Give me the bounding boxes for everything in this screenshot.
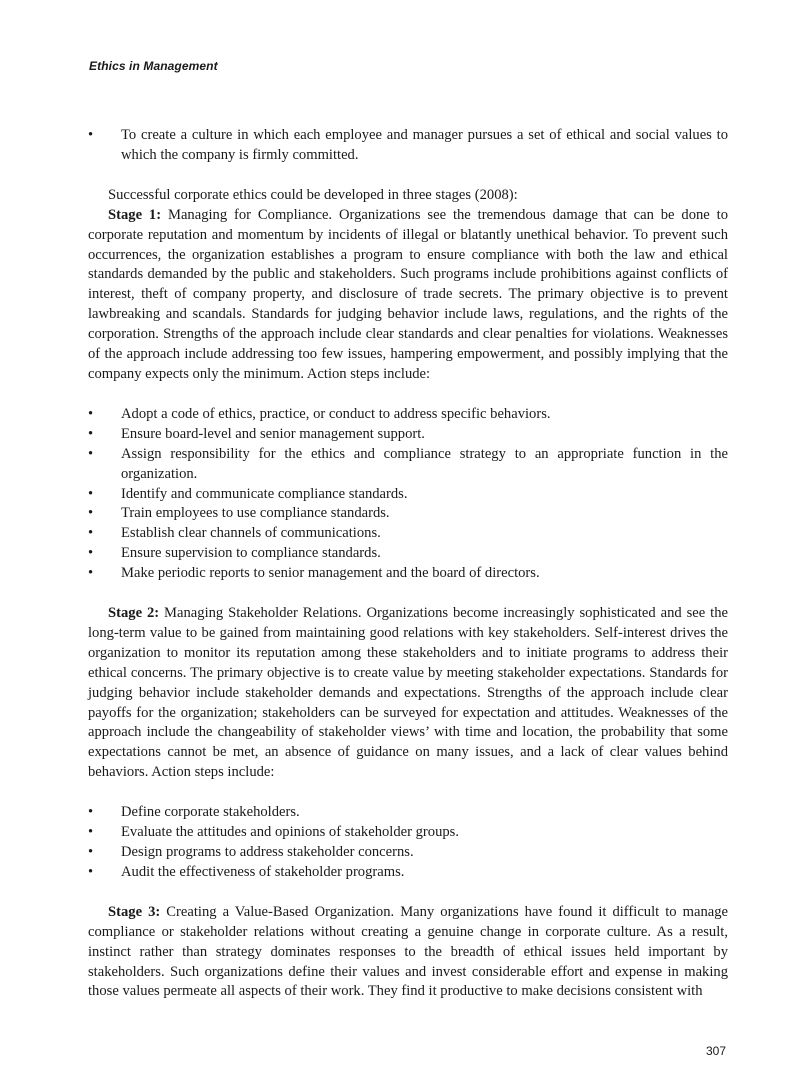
list-item: • Audit the effectiveness of stakeholder programs. bbox=[88, 863, 728, 883]
list-item: • Evaluate the attitudes and opinions of stakeholder groups. bbox=[88, 823, 728, 843]
list-item: • To create a culture in which each employee and manager pursues a set of ethical and social values to which the company is firmly committed. bbox=[88, 127, 728, 163]
spacer bbox=[88, 385, 728, 405]
spacer bbox=[88, 166, 728, 186]
list-item: • Ensure board-level and senior management support. bbox=[88, 425, 728, 445]
page-number: 307 bbox=[706, 1044, 727, 1058]
list-item: • Identify and communicate compliance standards. bbox=[88, 485, 728, 505]
stage1-text: Managing for Compliance. Organizations see the tremendous damage that can be done to corporate reputation and momentum by incidents of illegal or blatantly unethical behavior. To prevent such occurrences, the organization establishes a program to ensure compliance with both the law and ethical standards demanded by the public and stakeholders. Such programs include prohibitions against conflicts of interest, theft of company property, and disclosure of trade secrets. The primary objective is to prevent lawbreaking and scandals. Standards for judging behavior include laws, regulations, and the rights of the corporation. Strengths of the approach include clear standards and clear penalties for violations. Weaknesses of the approach include addressing too few issues, hampering empowerment, and possibly implying that the company expects only the minimum. Action steps include: bbox=[88, 206, 728, 382]
stage2-paragraph bbox=[88, 604, 728, 783]
list-item: • Make periodic reports to senior management and the board of directors. bbox=[88, 564, 728, 584]
bullet-icon: • bbox=[88, 863, 94, 880]
list-item: • Design programs to address stakeholder concerns. bbox=[88, 843, 728, 863]
spacer bbox=[88, 883, 728, 903]
bullet-icon: • bbox=[88, 565, 94, 582]
spacer bbox=[88, 783, 728, 803]
bullet-icon: • bbox=[88, 425, 94, 442]
stages-intro-paragraph: Successful corporate ethics could be developed in three stages (2008): bbox=[108, 186, 518, 203]
stage1-steps-list bbox=[88, 405, 728, 584]
stage2-text: Managing Stakeholder Relations. Organizations become increasingly sophisticated and see the long-term value to be gained from maintaining good relations with key stakeholders. Self-interest drives the organization to monitor its reputation among these stakeholders and to initiate programs to address their ethical concerns. The primary objective is to create value by meeting stakeholder expectations. Standards for judging behavior include stakeholder demands and expectations. Strengths of the approach include clear payoffs for the organization; stakeholders can be surveyed for expectation and attitudes. Weaknesses of the approach include the changeability of stakeholder views’ with time and location, the probability that some expectations cannot be met, an absence of guidance on many issues, and a lack of clear values behind behaviors. Action steps include: bbox=[88, 605, 728, 781]
list-item: • Establish clear channels of communications. bbox=[88, 524, 728, 544]
spacer bbox=[88, 584, 728, 604]
list-item: • Train employees to use compliance standards. bbox=[88, 504, 728, 524]
stage3-label: Stage 3: bbox=[108, 903, 161, 920]
page-body bbox=[88, 126, 728, 1002]
bullet-icon: • bbox=[88, 505, 94, 522]
running-head-title: Ethics in Management bbox=[89, 59, 218, 73]
list-item: • Define corporate stakeholders. bbox=[88, 803, 728, 823]
intro-bullet-list bbox=[88, 126, 728, 166]
bullet-icon: • bbox=[88, 844, 94, 860]
bullet-icon: • bbox=[88, 127, 94, 143]
stage1-label: Stage 1: bbox=[108, 206, 162, 223]
bullet-icon: • bbox=[88, 405, 94, 422]
bullet-icon: • bbox=[88, 545, 94, 562]
list-item: • Ensure supervision to compliance standards. bbox=[88, 544, 728, 564]
bullet-icon: • bbox=[88, 804, 94, 821]
list-item: • Adopt a code of ethics, practice, or conduct to address specific behaviors. bbox=[88, 405, 728, 425]
list-item: • Assign responsibility for the ethics and compliance strategy to an appropriate function in the organization. bbox=[88, 445, 728, 482]
bullet-icon: • bbox=[88, 485, 94, 502]
stage2-label: Stage 2: bbox=[108, 605, 160, 622]
stage3-text: Creating a Value-Based Organization. Many organizations have found it difficult to manage compliance or stakeholder relations without creating a genuine change in corporate culture. As a result, instinct rather than strategy dominates responses to the breadth of ethical issues held important by stakeholders. Such organizations define their values and invest considerable effort and expense in making those values permeate all aspects of their work. They find it productive to make decisions consistent with bbox=[88, 903, 728, 1000]
stage3-paragraph bbox=[88, 903, 728, 1003]
bullet-icon: • bbox=[88, 525, 94, 542]
stage2-steps-list bbox=[88, 803, 728, 883]
stage1-paragraph bbox=[88, 206, 728, 385]
bullet-icon: • bbox=[88, 824, 94, 841]
bullet-icon: • bbox=[88, 445, 94, 462]
